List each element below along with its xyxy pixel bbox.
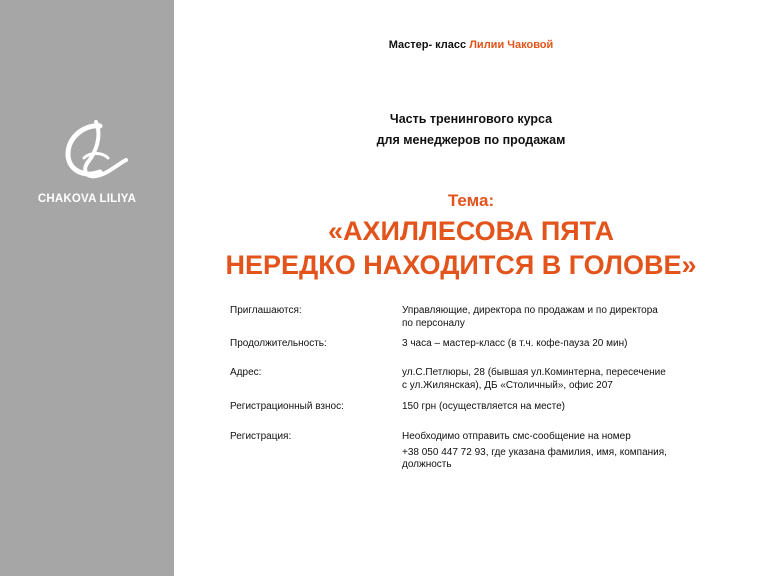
detail-value bbox=[402, 338, 702, 351]
detail-value-line: должность bbox=[402, 459, 452, 470]
detail-value bbox=[402, 305, 702, 330]
detail-value-line: ул.С.Петлюры, 28 (бывшая ул.Коминтерна, пересечение bbox=[402, 367, 666, 378]
detail-value-line: 3 часа – мастер-класс (в т.ч. кофе-пауза 20 мин) bbox=[402, 338, 628, 349]
topic-headline-1: «АХИЛЛЕСОВА ПЯТА bbox=[328, 216, 614, 246]
header-line bbox=[174, 39, 768, 51]
sidebar bbox=[0, 0, 174, 576]
detail-label: Адрес: bbox=[230, 367, 262, 378]
detail-value-line: Управляющие, директора по продажам и по директора bbox=[402, 305, 658, 316]
subtitle-line-2: для менеджеров по продажам bbox=[376, 133, 566, 147]
detail-value-line: +38 050 447 72 93, где указана фамилия, имя, компания, bbox=[402, 446, 667, 458]
detail-value-line: по персоналу bbox=[402, 317, 465, 329]
header-name: Лилии Чаковой bbox=[469, 39, 554, 51]
detail-value-line: 150 грн (осуществляется на месте) bbox=[402, 401, 566, 412]
detail-label: Регистрация: bbox=[230, 431, 292, 442]
header-prefix: Мастер- класс bbox=[388, 39, 467, 51]
detail-label: Продолжительность: bbox=[230, 338, 327, 349]
detail-value-line: с ул.Жилянская), ДБ «Столичный», офис 207 bbox=[402, 379, 613, 391]
detail-value-line: Необходимо отправить смс-сообщение на номер bbox=[402, 431, 631, 442]
detail-value bbox=[402, 367, 702, 392]
detail-label: Приглашаются: bbox=[230, 305, 302, 316]
topic-headline-2: НЕРЕДКО НАХОДИТСЯ В ГОЛОВЕ» bbox=[225, 250, 697, 280]
logo-text: CHAKOVA LILIYA bbox=[37, 193, 137, 205]
topic-label: Тема: bbox=[447, 191, 495, 210]
cl-monogram-icon bbox=[56, 118, 136, 186]
detail-value bbox=[402, 401, 702, 414]
subtitle-line-1: Часть тренингового курса bbox=[389, 112, 553, 126]
detail-value bbox=[402, 431, 702, 472]
detail-label: Регистрационный взнос: bbox=[230, 401, 344, 412]
